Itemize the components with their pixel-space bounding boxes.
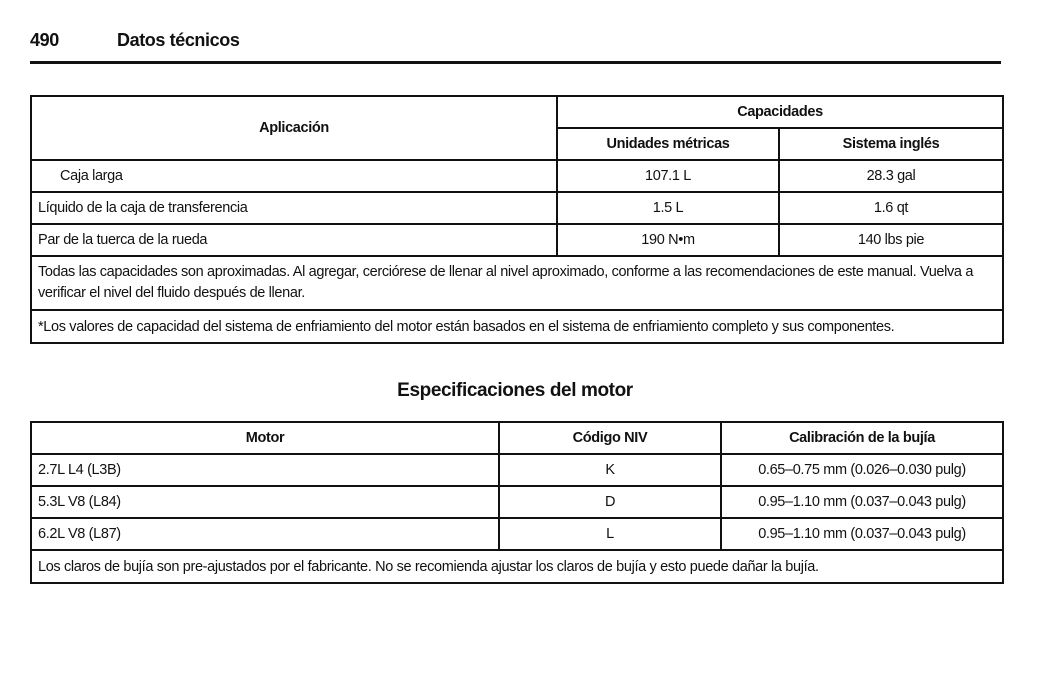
spark-plug-note: Los claros de bujía son pre-ajustados por el fabricante. No se recomienda ajustar los claros de bujía y esto puede dañar la bujía. xyxy=(31,550,1003,583)
col-application: Aplicación xyxy=(31,96,557,160)
cell-gap: 0.95–1.10 mm (0.037–0.043 pulg) xyxy=(721,518,1003,550)
table-row xyxy=(31,486,1003,518)
col-capacities: Capacidades xyxy=(557,96,1003,128)
cell-english: 140 lbs pie xyxy=(779,224,1003,256)
table-row xyxy=(31,192,1003,224)
col-english: Sistema inglés xyxy=(779,128,1003,160)
table-row xyxy=(31,518,1003,550)
cell-metric: 1.5 L xyxy=(557,192,779,224)
cell-gap: 0.95–1.10 mm (0.037–0.043 pulg) xyxy=(721,486,1003,518)
cell-vin: L xyxy=(499,518,721,550)
cell-app: Caja larga xyxy=(31,160,557,192)
page-title: Datos técnicos xyxy=(117,30,240,50)
engine-table xyxy=(30,421,1004,584)
col-motor: Motor xyxy=(31,422,499,454)
table-row xyxy=(31,224,1003,256)
col-vin: Código NIV xyxy=(499,422,721,454)
col-metric: Unidades métricas xyxy=(557,128,779,160)
table-row xyxy=(31,160,1003,192)
page-number: 490 xyxy=(30,30,59,50)
col-gap: Calibración de la bujía xyxy=(721,422,1003,454)
cooling-note: *Los valores de capacidad del sistema de enfriamiento del motor están basados en el sistema de enfriamiento completo y sus componentes. xyxy=(31,310,1003,343)
engine-section-title: Especificaciones del motor xyxy=(397,380,633,401)
cell-app: Líquido de la caja de transferencia xyxy=(31,192,557,224)
cell-vin: K xyxy=(499,454,721,486)
cell-metric: 107.1 L xyxy=(557,160,779,192)
cell-english: 1.6 qt xyxy=(779,192,1003,224)
capacities-note: Todas las capacidades son aproximadas. Al agregar, cerciórese de llenar al nivel aproximado, conforme a las recomendaciones de este manual. Vuelva a verificar el nivel del fluido después de llenar. xyxy=(31,256,1003,310)
cell-motor: 2.7L L4 (L3B) xyxy=(31,454,499,486)
table-row xyxy=(31,454,1003,486)
cell-app: Par de la tuerca de la rueda xyxy=(31,224,557,256)
cell-metric: 190 N•m xyxy=(557,224,779,256)
cell-motor: 6.2L V8 (L87) xyxy=(31,518,499,550)
cell-vin: D xyxy=(499,486,721,518)
cell-motor: 5.3L V8 (L84) xyxy=(31,486,499,518)
capacities-table xyxy=(30,95,1004,344)
header-rule xyxy=(30,61,1001,64)
cell-english: 28.3 gal xyxy=(779,160,1003,192)
cell-gap: 0.65–0.75 mm (0.026–0.030 pulg) xyxy=(721,454,1003,486)
